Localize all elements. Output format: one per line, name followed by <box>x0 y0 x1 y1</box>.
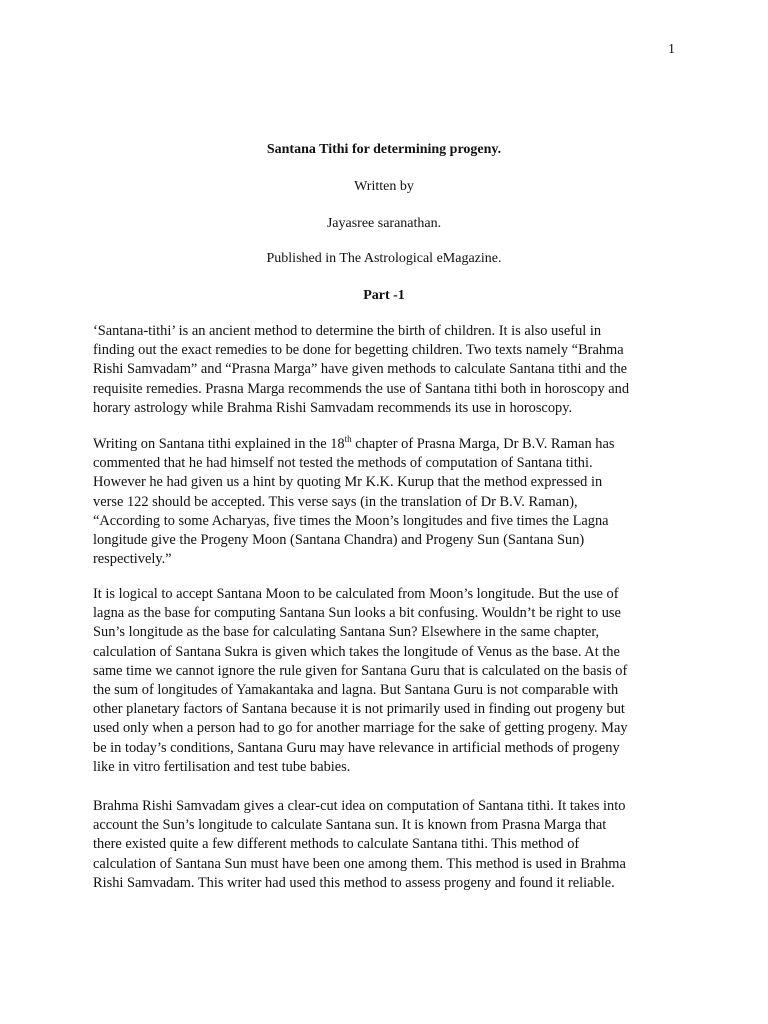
paragraph-line: ‘Santana-tithi’ is an ancient method to determine the birth of children. It is also useful in <box>93 323 602 339</box>
paragraph-line: account the Sun’s longitude to calculate Santana sun. It is known from Prasna Marga that <box>93 817 607 834</box>
page-number: 1 <box>668 42 675 57</box>
paragraph-line: However he had given us a hint by quoting Mr K.K. Kurup that the method expressed in <box>93 474 603 491</box>
paragraph-line: Rishi Samvadam. This writer had used this method to assess progeny and found it reliable. <box>93 874 615 891</box>
document-title: Santana Tithi for determining progeny. <box>266 142 502 157</box>
paragraph-line: the sum of longitudes of Yamakantaka and lagna. But Santana Guru is not comparable with <box>93 682 619 699</box>
paragraph-line: there existed quite a few different methods to calculate Santana tithi. This method of <box>93 836 580 853</box>
paragraph-line: same time we cannot ignore the rule given for Santana Guru that is calculated on the basis of <box>93 662 628 679</box>
paragraph-line: used only when a person had to go for another marriage for the sake of getting progeny. May <box>93 720 628 737</box>
paragraph-1 <box>93 322 678 418</box>
paragraph-line: “According to some Acharyas, five times the Moon’s longitudes and five times the Lagna <box>93 512 609 529</box>
paragraph-line: calculation of Santana Sukra is given which takes the longitude of Venus as the base. At the <box>93 643 620 660</box>
paragraph-line: verse 122 should be accepted. This verse says (in the translation of Dr B.V. Raman), <box>93 493 578 510</box>
paragraph-line: lagna as the base for computing Santana Sun looks a bit confusing. Wouldn’t be right to use <box>93 605 621 622</box>
paragraph-line: Sun’s longitude as the base for calculating Santana Sun? Elsewhere in the same chapter, <box>93 624 600 641</box>
paragraph-line: respectively.” <box>93 551 172 568</box>
paragraph-line: commented that he had himself not tested the methods of computation of Santana tithi. <box>93 455 593 472</box>
written-by-label: Written by <box>354 179 414 194</box>
paragraph-2 <box>93 435 678 569</box>
paragraph-line: be in today’s conditions, Santana Guru may have relevance in artificial methods of progeny <box>93 739 620 756</box>
paragraph-line: finding out the exact remedies to be done for begetting children. Two texts namely “Brahma <box>93 342 624 359</box>
paragraph-4 <box>93 797 678 893</box>
paragraph-line: horary astrology while Brahma Rishi Samvadam recommends its use in horoscopy. <box>93 399 573 416</box>
part-heading: Part -1 <box>363 288 405 303</box>
paragraph-line: requisite remedies. Prasna Marga recommends the use of Santana tithi both in horoscopy and <box>93 380 630 397</box>
paragraph-line <box>93 435 678 454</box>
paragraph-line: It is logical to accept Santana Moon to be calculated from Moon’s longitude. But the use of <box>93 586 619 602</box>
line-text: Writing on Santana tithi explained in the 18 <box>93 436 345 452</box>
paragraph-line: calculation of Santana Sun must have been one among them. This method is used in Brahma <box>93 855 626 872</box>
paragraph-line: like in vitro fertilisation and test tube babies. <box>93 758 351 775</box>
paragraph-line: Brahma Rishi Samvadam gives a clear-cut idea on computation of Santana tithi. It takes into <box>93 798 626 814</box>
line-text: chapter of Prasna Marga, Dr B.V. Raman has <box>351 436 615 452</box>
ordinal-superscript: th <box>344 434 352 445</box>
paragraph-line: other planetary factors of Santana because it is not primarily used in finding out progeny but <box>93 701 625 718</box>
publication-line: Published in The Astrological eMagazine. <box>266 251 502 266</box>
author-name: Jayasree saranathan. <box>326 216 442 231</box>
paragraph-line: Rishi Samvadam” and “Prasna Marga” have given methods to calculate Santana tithi and the <box>93 361 628 378</box>
paragraph-line: longitude give the Progeny Moon (Santana Chandra) and Progeny Sun (Santana Sun) <box>93 532 585 549</box>
paragraph-3 <box>93 585 678 777</box>
